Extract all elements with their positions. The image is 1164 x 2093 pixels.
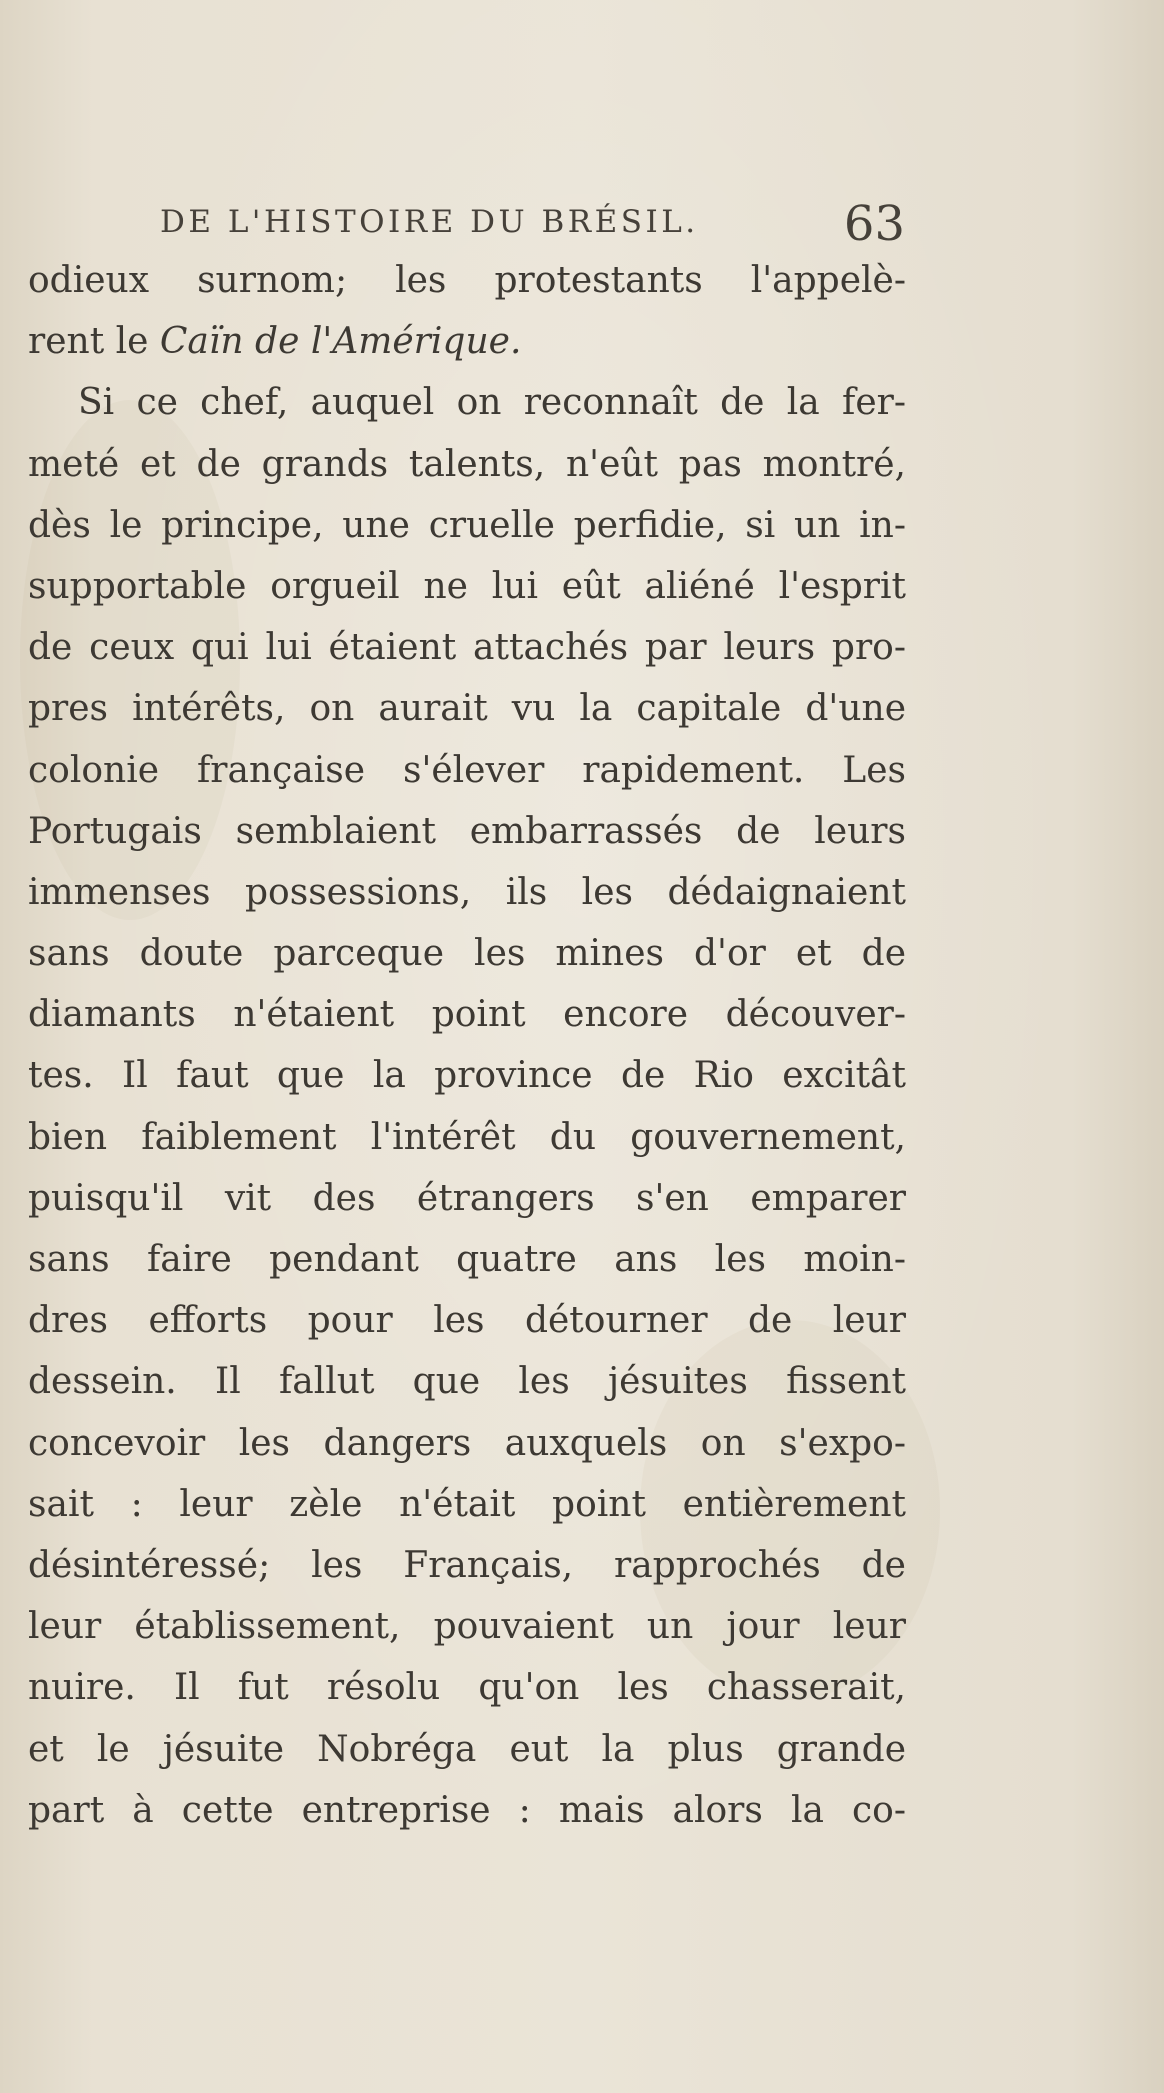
text-line: de ceux qui lui étaient attachés par leurs pro- [28, 627, 906, 669]
text-line: sans faire pendant quatre ans les moin- [28, 1239, 906, 1280]
text-line: diamants n'étaient point encore découver- [28, 994, 906, 1036]
text-line: tes. Il faut que la province de Rio excitât [28, 1055, 906, 1097]
running-title: DE L'HISTOIRE DU BRÉSIL. [160, 204, 699, 240]
text-line: dres efforts pour les détourner de leur [28, 1300, 906, 1342]
text-line: leur établissement, pouvaient un jour leur [28, 1606, 906, 1648]
page-text [28, 250, 906, 1841]
text-line: colonie française s'élever rapidement. Les [28, 749, 906, 791]
text-line: dès le principe, une cruelle perfidie, si un in- [28, 504, 906, 546]
text-line-start: rent le [28, 321, 149, 363]
text-line: supportable orgueil ne lui eût aliéné l'esprit [28, 565, 906, 607]
text-line: concevoir les dangers auxquels on s'expo- [28, 1422, 906, 1464]
text-line: puisqu'il vit des étrangers s'en emparer [28, 1177, 906, 1219]
text-line: bien faiblement l'intérêt du gouvernement, [28, 1116, 906, 1158]
text-line: Si ce chef, auquel on reconnaît de la fer- [78, 382, 906, 424]
text-line: immenses possessions, ils les dédaignaient [28, 871, 906, 913]
text-line: part à cette entreprise : mais alors la co- [28, 1789, 906, 1831]
text-line: et le jésuite Nobréga eut la plus grande [28, 1728, 906, 1770]
text-line: dessein. Il fallut que les jésuites fissent [28, 1361, 906, 1403]
text-line [28, 311, 906, 372]
page-number: 63 [843, 196, 905, 252]
text-line: nuire. Il fut résolu qu'on les chasserait, [28, 1667, 906, 1709]
text-line: meté et de grands talents, n'eût pas montré, [28, 443, 906, 485]
text-line: sans doute parceque les mines d'or et de [28, 933, 906, 975]
text-line: odieux surnom; les protestants l'appelè- [28, 260, 906, 301]
text-line: pres intérêts, on aurait vu la capitale d'une [28, 688, 906, 730]
text-line: Portugais semblaient embarrassés de leurs [28, 810, 906, 852]
text-line: sait : leur zèle n'était point entièrement [28, 1483, 906, 1525]
italic-title: Caïn de l'Amérique. [159, 321, 522, 363]
page-header [160, 196, 905, 256]
text-line: désintéressé; les Français, rapprochés de [28, 1544, 906, 1586]
